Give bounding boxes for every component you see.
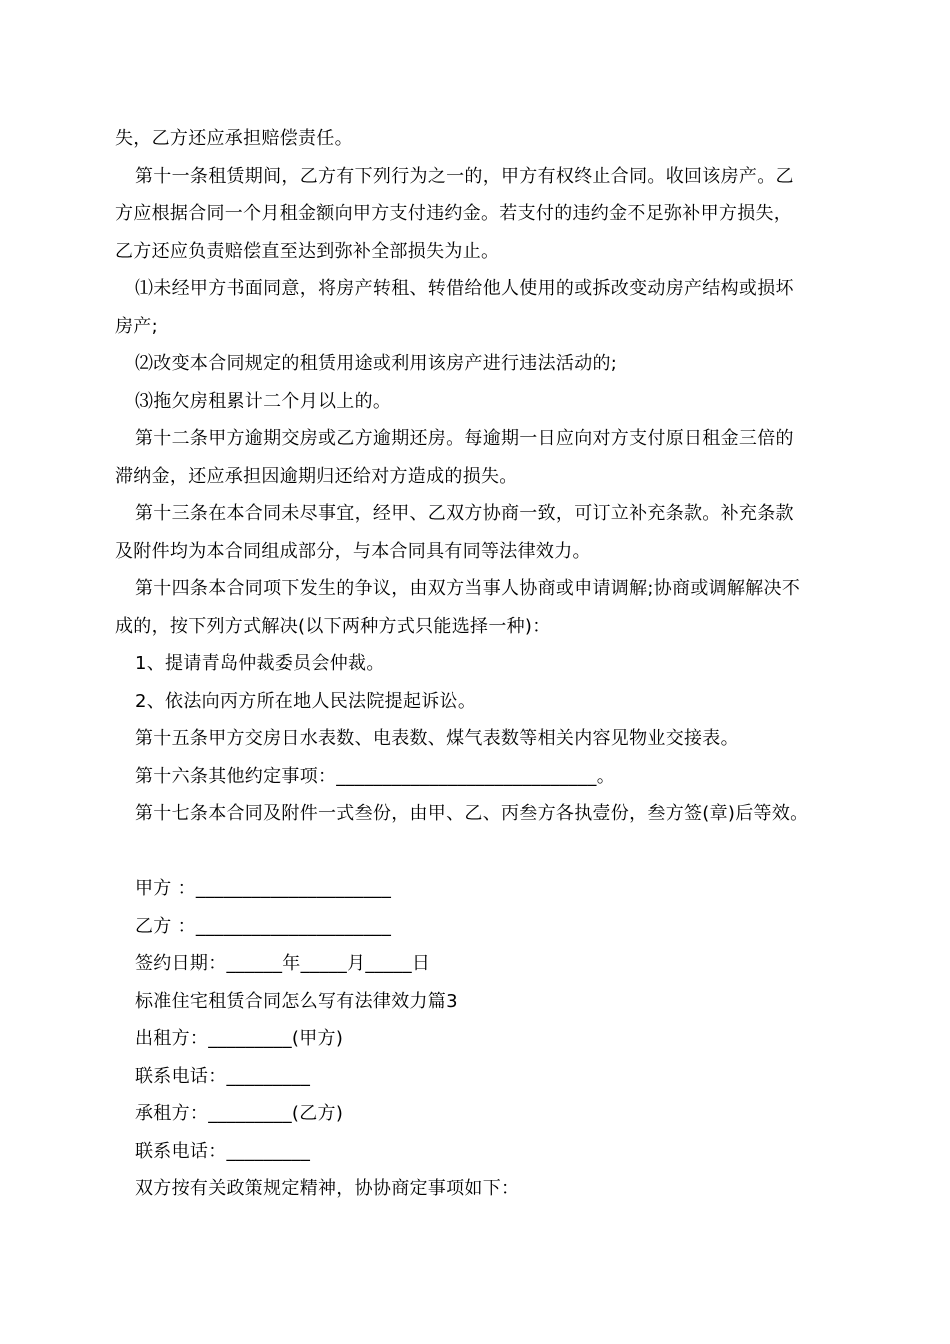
body-line: ⑵改变本合同规定的租赁用途或利用该房产进行违法活动的; (135, 353, 618, 374)
body-line: 乙方还应负责赔偿直至达到弥补全部损失为止。 (115, 240, 500, 262)
body-line: 第十二条甲方逾期交房或乙方逾期还房。每逾期一日应向对方支付原日租金三倍的 (135, 428, 794, 449)
agreement-intro-line: 双方按有关政策规定精神，协协商定事项如下： (135, 1178, 520, 1199)
body-line: ⑶拖欠房租累计二个月以上的。 (135, 390, 392, 412)
body-line: ⑴未经甲方书面同意，将房产转租、转借给他人使用的或拆改变动房产结构或损坏 (135, 278, 794, 299)
body-line: 第十七条本合同及附件一式叁份，由甲、乙、丙叁方各执壹份，叁方签(章)后等效。 (135, 803, 809, 824)
body-line: 成的，按下列方式解决(以下两种方式只能选择一种)： (115, 615, 551, 637)
body-line: 方应根据合同一个月租金额向甲方支付违约金。若支付的违约金不足弥补甲方损失， (115, 203, 793, 224)
party-a-signature-line: 甲方 ：_____________________ (135, 878, 392, 899)
body-line: 第十四条本合同项下发生的争议，由双方当事人协商或申请调解;协商或调解解决不 (135, 578, 801, 599)
body-line: 滞纳金，还应承担因逾期归还给对方造成的损失。 (115, 465, 518, 487)
body-line: 1、提请青岛仲裁委员会仲裁。 (135, 653, 385, 674)
lessee-line: 承租方：_________(乙方) (135, 1103, 344, 1124)
section-gap (115, 833, 850, 871)
body-line: 房产; (115, 315, 158, 337)
party-b-signature-line: 乙方 ：_____________________ (135, 915, 392, 937)
body-line: 及附件均为本合同组成部分，与本合同具有同等法律效力。 (115, 540, 591, 562)
sign-date-line: 签约日期：______年_____月_____日 (135, 953, 431, 974)
body-line: 第十五条甲方交房日水表数、电表数、煤气表数等相关内容见物业交接表。 (135, 728, 739, 749)
body-line: 2、依法向丙方所在地人民法院提起诉讼。 (135, 690, 477, 712)
body-line: 第十六条其他约定事项：____________________________。 (135, 765, 615, 787)
lessor-line: 出租方：_________(甲方) (135, 1028, 344, 1049)
document-body (115, 120, 850, 1208)
body-line: 第十三条在本合同未尽事宜，经甲、乙双方协商一致，可订立补充条款。补充条款 (135, 503, 794, 524)
lessee-phone-line: 联系电话：_________ (135, 1140, 311, 1162)
section-heading: 标准住宅租赁合同怎么写有法律效力篇3 (135, 990, 458, 1012)
lessor-phone-line: 联系电话：_________ (135, 1065, 311, 1087)
body-line: 失，乙方还应承担赔偿责任。 (115, 128, 353, 149)
body-line: 第十一条租赁期间，乙方有下列行为之一的，甲方有权终止合同。收回该房产。乙 (135, 165, 794, 187)
